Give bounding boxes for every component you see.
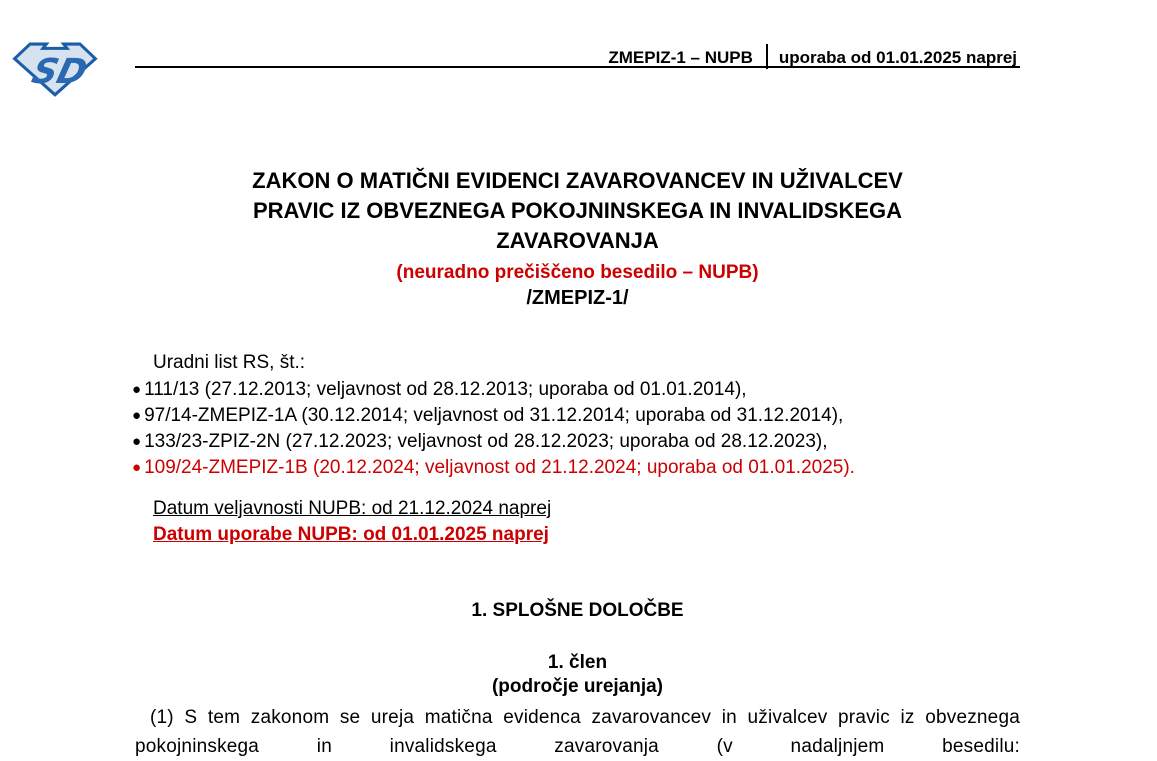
- logo-letters: SD: [27, 52, 91, 92]
- document-title: [135, 166, 1020, 256]
- gazette-item: [132, 429, 1020, 455]
- gazette-item-text: 97/14-ZMEPIZ-1A (30.12.2014; veljavnost od 31.12.2014; uporaba od 31.12.2014),: [144, 405, 844, 426]
- header-usage-date: uporaba od 01.01.2025 naprej: [778, 48, 1017, 67]
- title-line-3: ZAVAROVANJA: [496, 228, 659, 253]
- bullet-icon: ●: [132, 459, 142, 476]
- article-paragraph: (1) S tem zakonom se ureja matična evidenca zavarovancev in uživalcev pravic iz obveznega pokojninskega in invalidskega zavarovanja (v nadaljnjem besedilu:: [135, 707, 1020, 757]
- document-body: [132, 166, 1020, 761]
- bullet-icon: ●: [132, 407, 142, 424]
- gazette-item-text: 111/13 (27.12.2013; veljavnost od 28.12.2013; uporaba od 01.01.2014),: [144, 379, 747, 400]
- article-heading: 1. člen: [547, 652, 608, 673]
- gazette-item-text: 109/24-ZMEPIZ-1B (20.12.2024; veljavnost od 21.12.2024; uporaba od 01.01.2025).: [144, 457, 855, 478]
- header-rule: [135, 66, 1020, 68]
- document-subtitle: (neuradno prečiščeno besedilo – NUPB): [396, 262, 759, 283]
- gazette-list: [132, 377, 1020, 481]
- chapter-heading: 1. SPLOŠNE DOLOČBE: [471, 600, 684, 621]
- usage-date-line: Datum uporabe NUPB: od 01.01.2025 naprej: [153, 524, 549, 545]
- title-line-1: ZAKON O MATIČNI EVIDENCI ZAVAROVANCEV IN UŽIVALCEV: [252, 168, 903, 193]
- title-line-2: PRAVIC IZ OBVEZNEGA POKOJNINSKEGA IN INVALIDSKEGA: [252, 198, 903, 223]
- gazette-item-current: [132, 455, 1020, 481]
- article-subtitle: (področje urejanja): [491, 676, 664, 697]
- validity-date-line: Datum veljavnosti NUPB: od 21.12.2024 naprej: [153, 498, 552, 519]
- bullet-icon: ●: [132, 433, 142, 450]
- bullet-icon: ●: [132, 381, 142, 398]
- gazette-intro: Uradni list RS, št.:: [153, 352, 306, 373]
- gazette-item-text: 133/23-ZPIZ-2N (27.12.2023; veljavnost od 28.12.2023; uporaba od 28.12.2023),: [144, 431, 828, 452]
- header-doc-code: ZMEPIZ-1 – NUPB: [608, 48, 753, 67]
- gazette-item: [132, 403, 1020, 429]
- sd-logo: [12, 40, 98, 98]
- gazette-item: [132, 377, 1020, 403]
- document-code: /ZMEPIZ-1/: [526, 287, 629, 309]
